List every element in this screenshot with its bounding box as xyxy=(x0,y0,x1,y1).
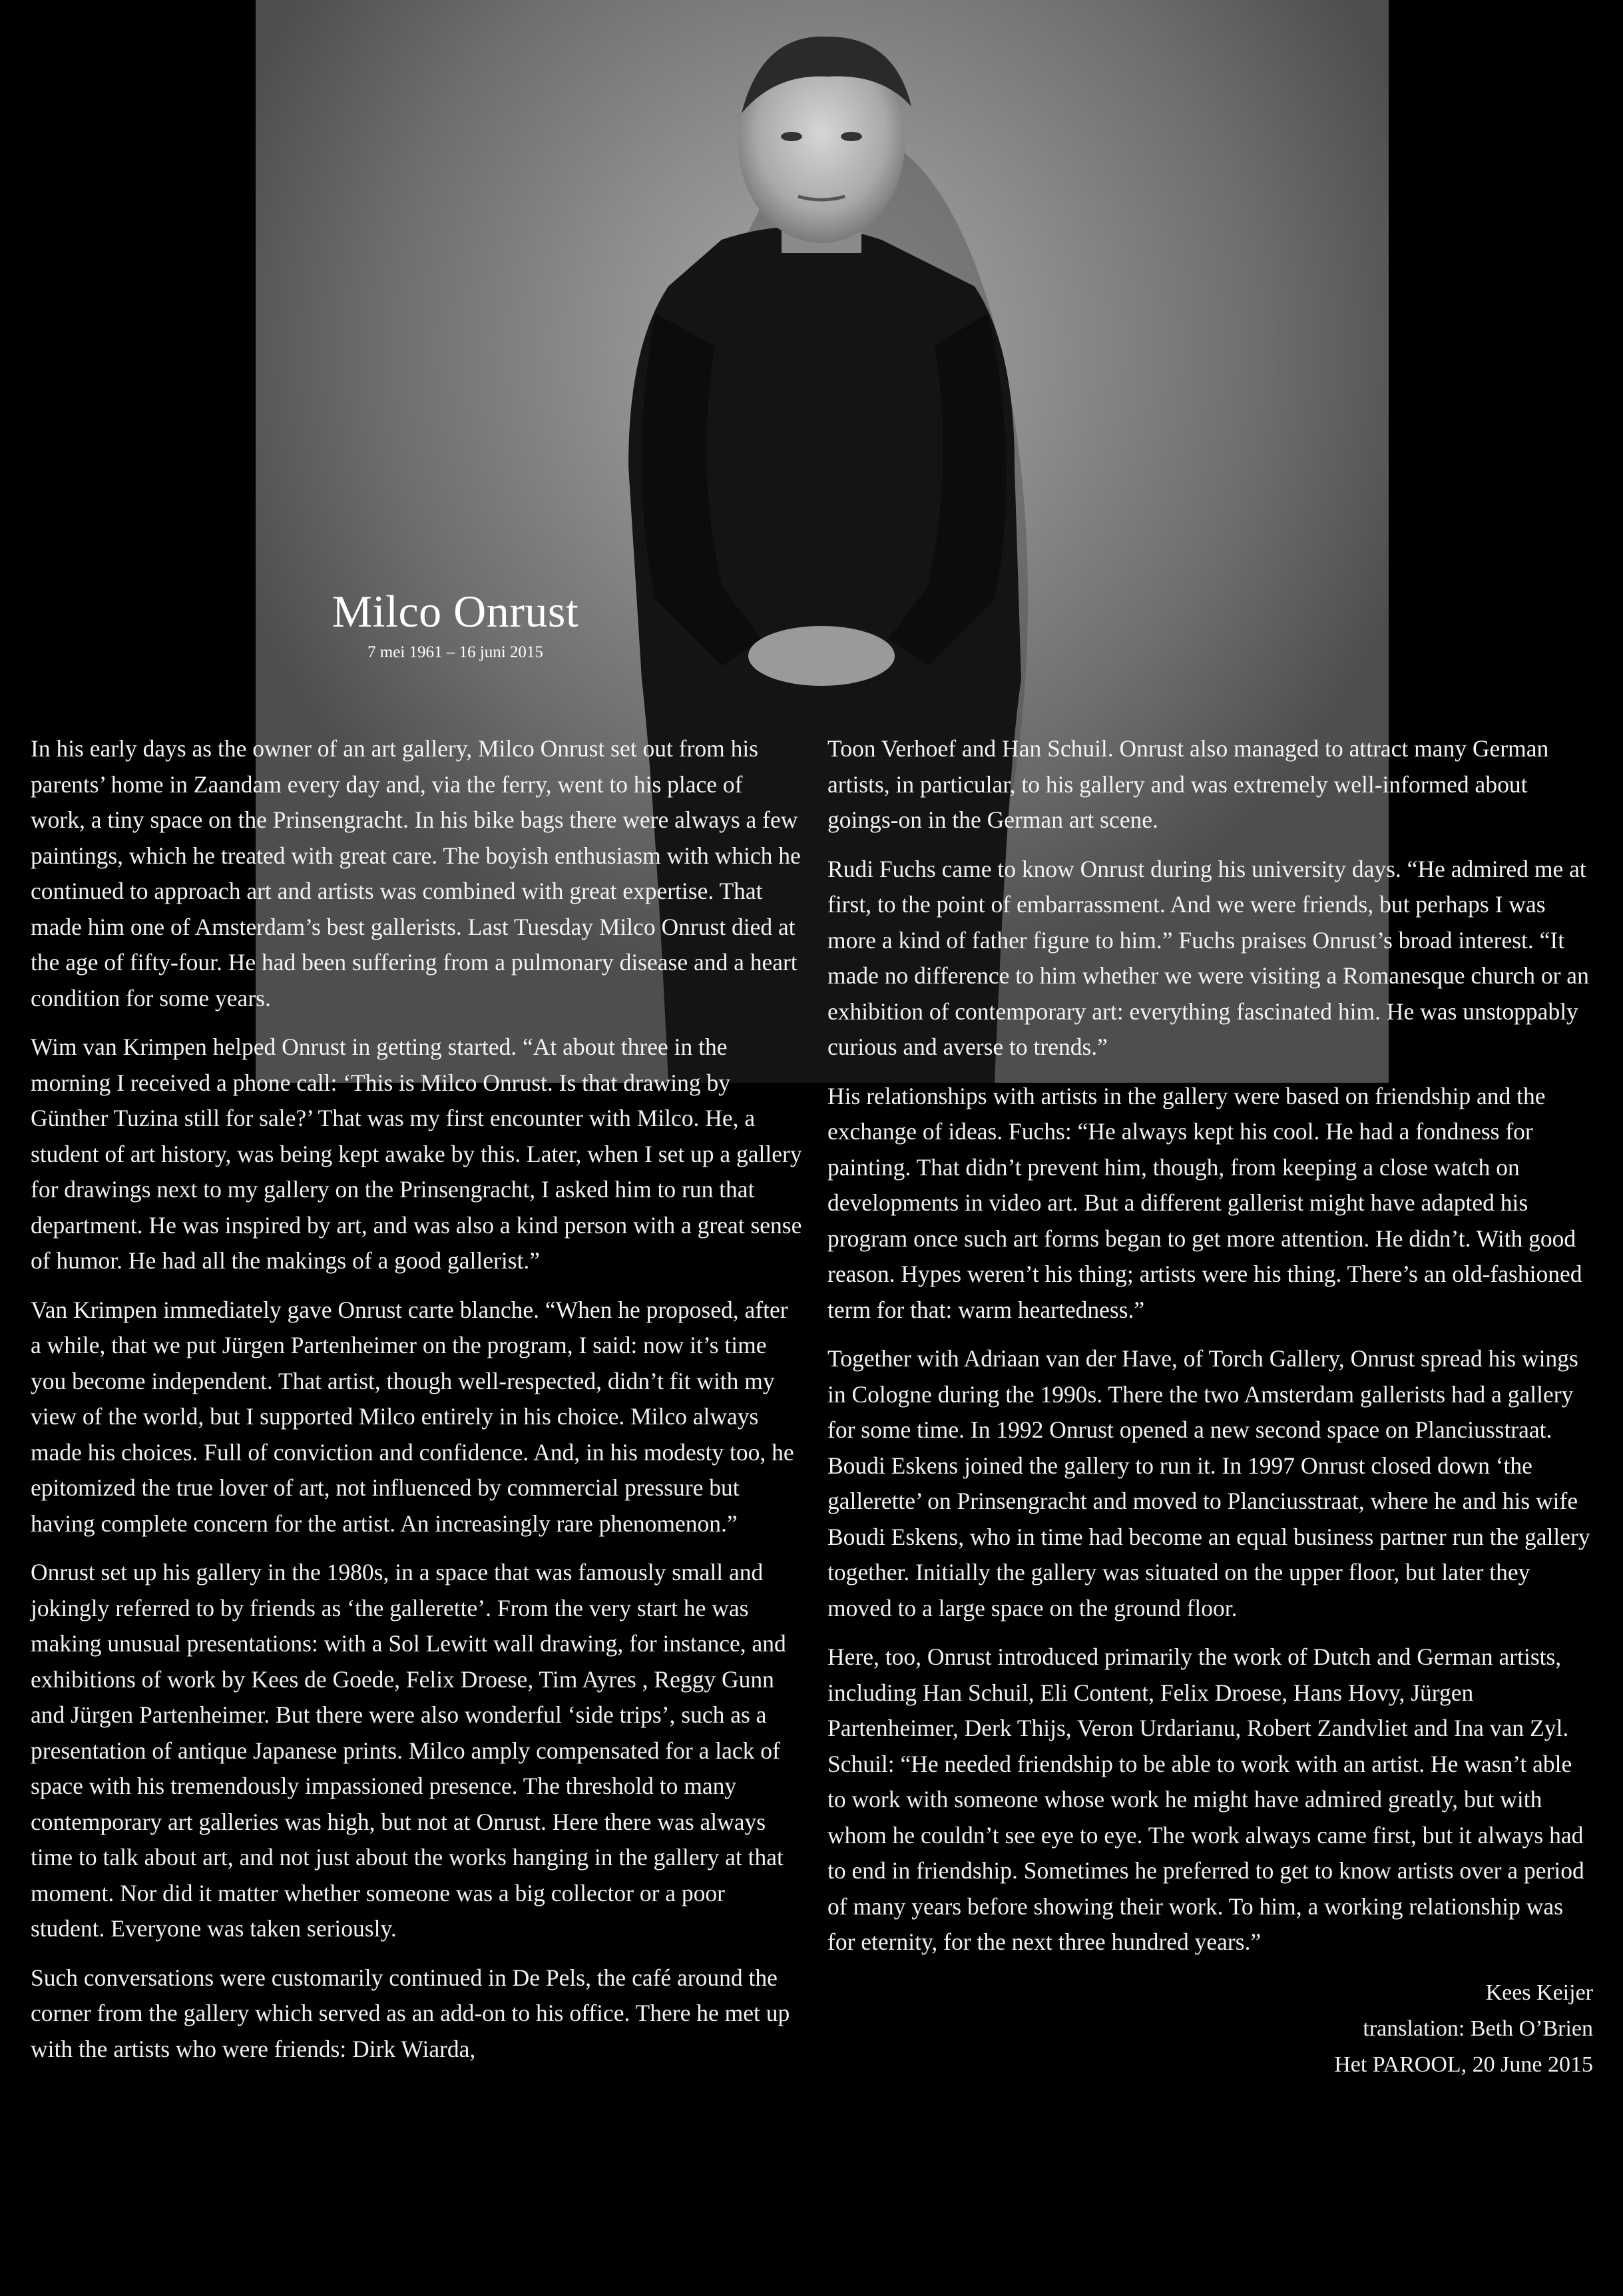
paragraph: Wim van Krimpen helped Onrust in getting started. “At about three in the morning I received a phone call: ‘This is Milco Onrust. Is that drawing by Günther Tuzina still for sale?’ That was my first encounter with Milco. He, a student of art history, was being kept awake by this. Later, when I set up a gallery for drawings next to my gallery on the Prinsengracht, I asked him to run that department. He was inspired by art, and was also a kind person with a great sense of humor. He had all the makings of a good gallerist.” xyxy=(31,1033,802,1274)
page-title: Milco Onrust xyxy=(332,586,579,637)
author-name: Kees Keijer xyxy=(1485,1980,1593,2005)
paragraph: Together with Adriaan van der Have, of Torch Gallery, Onrust spread his wings in Cologne during the 1990s. There the two Amsterdam gallerists had a gallery for some time. In 1992 Onrust opened a new second space on Planciusstraat. Boudi Eskens joined the gallery to run it. In 1997 Onrust closed down ‘the gallerette’ on Prinsengracht and moved to Planciusstraat, where he and his wife Boudi Eskens, who in time had become an equal business partner run the gallery together. Initially the gallery was situated on the upper floor, but later they moved to a large space on the ground floor. xyxy=(827,1345,1590,1621)
right-column xyxy=(827,731,1593,2083)
paragraph: Here, too, Onrust introduced primarily the work of Dutch and German artists, including Han Schuil, Eli Content, Felix Droese, Hans Hovy, Jürgen Partenheimer, Derk Thijs, Veron Urdarianu, Robert Zandvliet and Ina van Zyl. Schuil: “He needed friendship to be able to work with an artist. He wasn’t able to work with someone whose work he might have admired greatly, but with whom he couldn’t see eye to eye. The work always came first, but it always had to end in friendship. Sometimes he preferred to get to know artists over a period of many years before showing their work. To him, a working relationship was for eternity, for the next three hundred years.” xyxy=(827,1643,1584,1955)
translator-credit: translation: Beth O’Brien xyxy=(1363,2016,1593,2041)
obituary-heading xyxy=(256,585,655,662)
life-dates: 7 mei 1961 – 16 juni 2015 xyxy=(367,643,543,661)
paragraph: In his early days as the owner of an art gallery, Milco Onrust set out from his parents’ home in Zaandam every day and, via the ferry, went to his place of work, a tiny space on the Prinsengracht. In his bike bags there were always a few paintings, which he treated with great care. The boyish enthusiasm with which he continued to approach art and artists was combined with great expertise. That made him one of Amsterdam’s best gallerists. Last Tuesday Milco Onrust died at the age of fifty-four. He had been suffering from a pulmonary disease and a heart condition for some years. xyxy=(31,735,801,1011)
source-credit: Het PAROOL, 20 June 2015 xyxy=(1334,2052,1593,2077)
left-column xyxy=(31,731,803,2080)
credits xyxy=(827,1975,1593,2083)
paragraph: His relationships with artists in the gallery were based on friendship and the exchange of ideas. Fuchs: “He always kept his cool. He had a fondness for painting. That didn’t prevent him, though, from keeping a close watch on developments in video art. But a different gallerist might have adapted his program once such art forms began to get more attention. He didn’t. With good reason. Hypes weren’t his thing; artists were his thing. There’s an old-fashioned term for that: warm heartedness.” xyxy=(827,1082,1582,1323)
paragraph: Van Krimpen immediately gave Onrust carte blanche. “When he proposed, after a while, that we put Jürgen Partenheimer on the program, I said: now it’s time you become independent. That artist, though well-respected, didn’t fit with my view of the world, but I supported Milco entirely in his choice. Milco always made his choices. Full of conviction and confidence. And, in his modesty too, he epitomized the true lover of art, not influenced by commercial pressure but having complete concern for the artist. An increasingly rare phenomenon.” xyxy=(31,1296,794,1537)
paragraph: Onrust set up his gallery in the 1980s, in a space that was famously small and jokingly referred to by friends as ‘the gallerette’. From the very start he was making unusual presentations: with a Sol Lewitt wall drawing, for instance, and exhibitions of work by Kees de Goede, Felix Droese, Tim Ayres , Reggy Gunn and Jürgen Partenheimer. But there were also wonderful ‘side trips’, such as a presentation of antique Japanese prints. Milco amply compensated for a lack of space with his tremendously impassioned presence. The threshold to many contemporary art galleries was high, but not at Onrust. Here there was always time to talk about art, and not just about the works hanging in the gallery at that moment. Nor did it matter whether someone was a big collector or a poor student. Everyone was taken seriously. xyxy=(31,1559,786,1942)
paragraph: Such conversations were customarily continued in De Pels, the café around the corner from the gallery which served as an add-on to his office. There he met up with the artists who were friends: Dirk Wiarda, xyxy=(31,1964,790,2062)
paragraph: Rudi Fuchs came to know Onrust during his university days. “He admired me at first, to the point of embarrassment. And we were friends, but perhaps I was more a kind of father figure to him.” Fuchs praises Onrust’s broad interest. “It made no difference to him whether we were visiting a Romanesque church or an exhibition of contemporary art: everything fascinated him. He was unstoppably curious and averse to trends.” xyxy=(827,855,1589,1060)
paragraph: Toon Verhoef and Han Schuil. Onrust also managed to attract many German artists, in particular, to his gallery and was extremely well-informed about goings-on in the German art scene. xyxy=(827,735,1549,833)
